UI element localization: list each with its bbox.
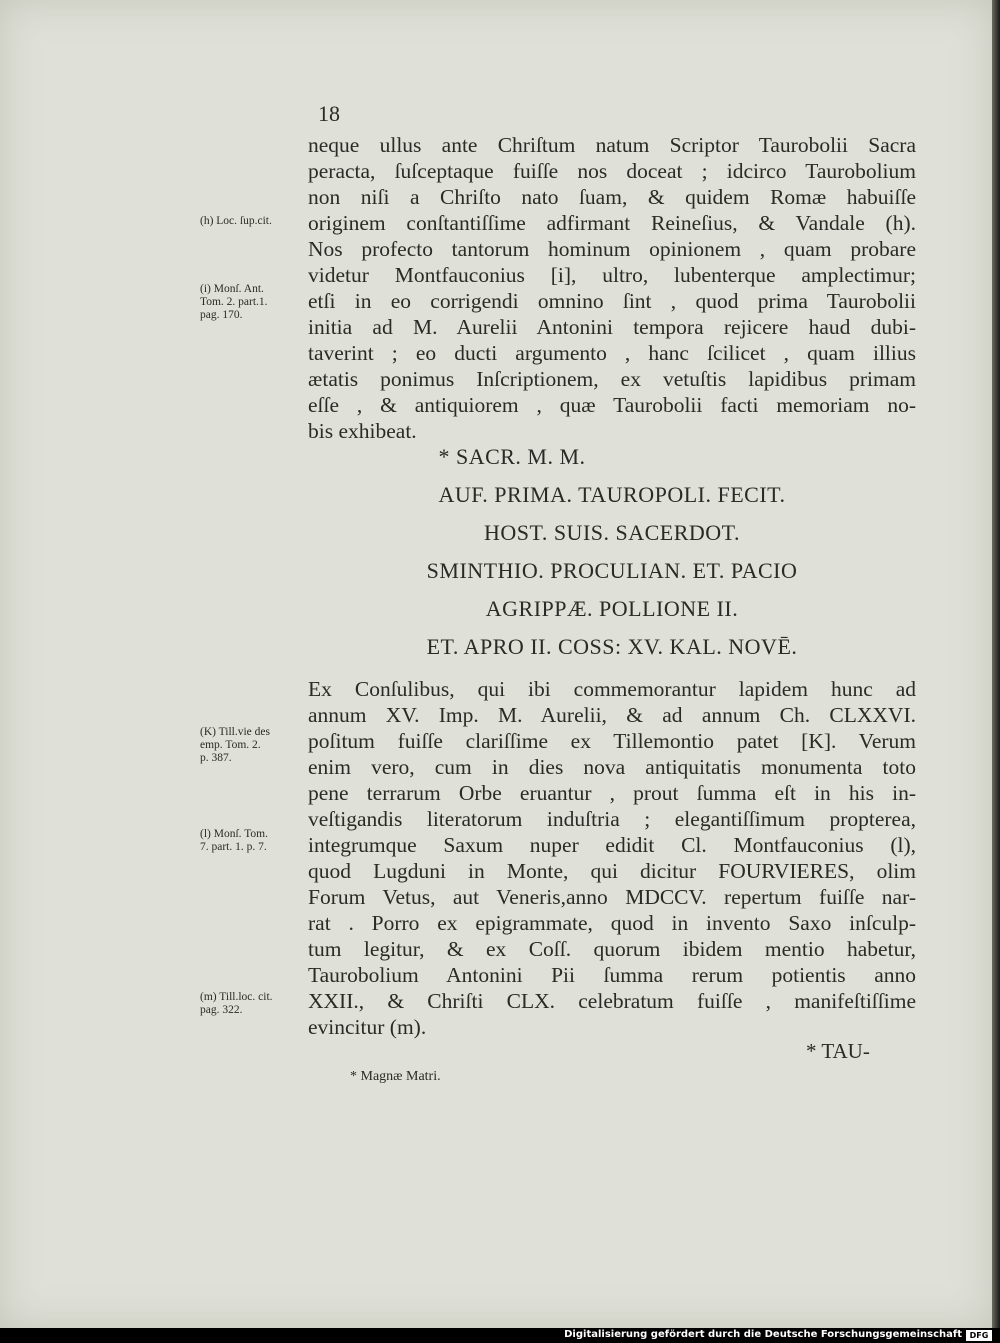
note-line: p. 387.	[200, 752, 232, 764]
text-line: enim vero, cum in dies nova antiquitatis monumenta toto	[308, 755, 916, 779]
note-line: pag. 322.	[200, 1004, 243, 1016]
text-line: peracta, ſuſceptaque fuiſſe nos doceat ; idcirco Taurobolium	[308, 159, 916, 183]
note-line: (l) Monſ. Tom.	[200, 828, 268, 840]
note-line: Tom. 2. part.1.	[200, 296, 268, 308]
text-line: taverint ; eo ducti argumento , hanc ſcilicet , quam illius	[308, 341, 916, 365]
margin-note-i	[200, 283, 310, 322]
note-line: (m) Till.loc. cit.	[200, 991, 273, 1003]
text-line: annum XV. Imp. M. Aurelii, & ad annum Ch. CLXXVI.	[308, 703, 916, 727]
inscription-line: AUF. PRIMA. TAUROPOLI. FECIT.	[438, 482, 786, 507]
note-line: (h) Loc. ſup.cit.	[200, 215, 272, 227]
text-line: videtur Montfauconius [i], ultro, lubenterque amplectimur;	[308, 263, 916, 287]
dfg-logo-icon: DFG	[966, 1330, 992, 1341]
text-line: non niſi a Chriſto nato ſuam, & quidem Romæ habuiſſe	[308, 185, 916, 209]
book-spine-edge	[992, 0, 1000, 1328]
margin-note-m	[200, 991, 310, 1017]
text-line: etſi in eo corrigendi omnino ſint , quod prima Taurobolii	[308, 289, 916, 313]
inscription-line: AGRIPPÆ. POLLIONE II.	[485, 596, 739, 621]
text-line: veſtigandis literatorum induſtria ; elegantiſſimum propterea,	[308, 807, 916, 831]
inscription-line: SMINTHIO. PROCULIAN. ET. PACIO	[426, 558, 798, 583]
funding-notice: Digitalisierung gefördert durch die Deutsche Forschungsgemeinschaft	[564, 1329, 962, 1340]
text-line: Nos profecto tantorum hominum opinionem , quam probare	[308, 237, 916, 261]
margin-note-l	[200, 828, 310, 854]
margin-note-k	[200, 726, 310, 765]
text-line: Ex Conſulibus, qui ibi commemorantur lapidem hunc ad	[308, 677, 916, 701]
text-line: initia ad M. Aurelii Antonini tempora rejicere haud dubi-	[308, 315, 916, 339]
text-line: poſitum fuiſſe clariſſime ex Tillemontio patet [K]. Verum	[308, 729, 916, 753]
margin-note-h	[200, 215, 310, 228]
footnote: * Magnæ Matri.	[350, 1069, 441, 1084]
text-line: XXII., & Chriſti CLX. celebratum fuiſſe , manifeſtiſſime	[308, 989, 916, 1013]
inscription-line: HOST. SUIS. SACERDOT.	[484, 520, 740, 545]
text-line: Taurobolium Antonini Pii ſumma rerum potientis anno	[308, 963, 916, 987]
text-line: eſſe , & antiquiorem , quæ Taurobolii facti memoriam no-	[308, 393, 916, 417]
note-line: 7. part. 1. p. 7.	[200, 841, 267, 853]
text-line: quod Lugduni in Monte, qui dicitur FOURVIERES, olim	[308, 859, 916, 883]
text-line: rat . Porro ex epigrammate, quod in invento Saxo inſculp-	[308, 911, 916, 935]
text-line: evincitur (m).	[308, 1015, 427, 1039]
text-line: Forum Vetus, aut Veneris,anno MDCCV. repertum fuiſſe nar-	[308, 885, 916, 909]
inscription-line: * SACR. M. M.	[438, 444, 586, 469]
text-line: originem conſtantiſſime adfirmant Reineſius, & Vandale (h).	[308, 211, 916, 235]
page-number: 18	[318, 101, 340, 126]
text-line: bis exhibeat.	[308, 419, 417, 443]
catchword: * TAU-	[806, 1039, 870, 1063]
text-line: ætatis ponimus Inſcriptionem, ex vetuſtis lapidibus primam	[308, 367, 916, 391]
note-line: emp. Tom. 2.	[200, 739, 261, 751]
note-line: (K) Till.vie des	[200, 726, 270, 738]
text-line: neque ullus ante Chriſtum natum Scriptor Taurobolii Sacra	[308, 133, 916, 157]
note-line: (i) Monſ. Ant.	[200, 283, 264, 295]
text-line: integrumque Saxum nuper edidit Cl. Montfauconius (l),	[308, 833, 916, 857]
text-line: pene terrarum Orbe eruantur , prout ſumma eſt in his in-	[308, 781, 916, 805]
note-line: pag. 170.	[200, 309, 243, 321]
inscription-line: ET. APRO II. COSS: XV. KAL. NOVĒ.	[426, 634, 798, 659]
text-line: tum legitur, & ex Coſſ. quorum ibidem mentio habetur,	[308, 937, 916, 961]
